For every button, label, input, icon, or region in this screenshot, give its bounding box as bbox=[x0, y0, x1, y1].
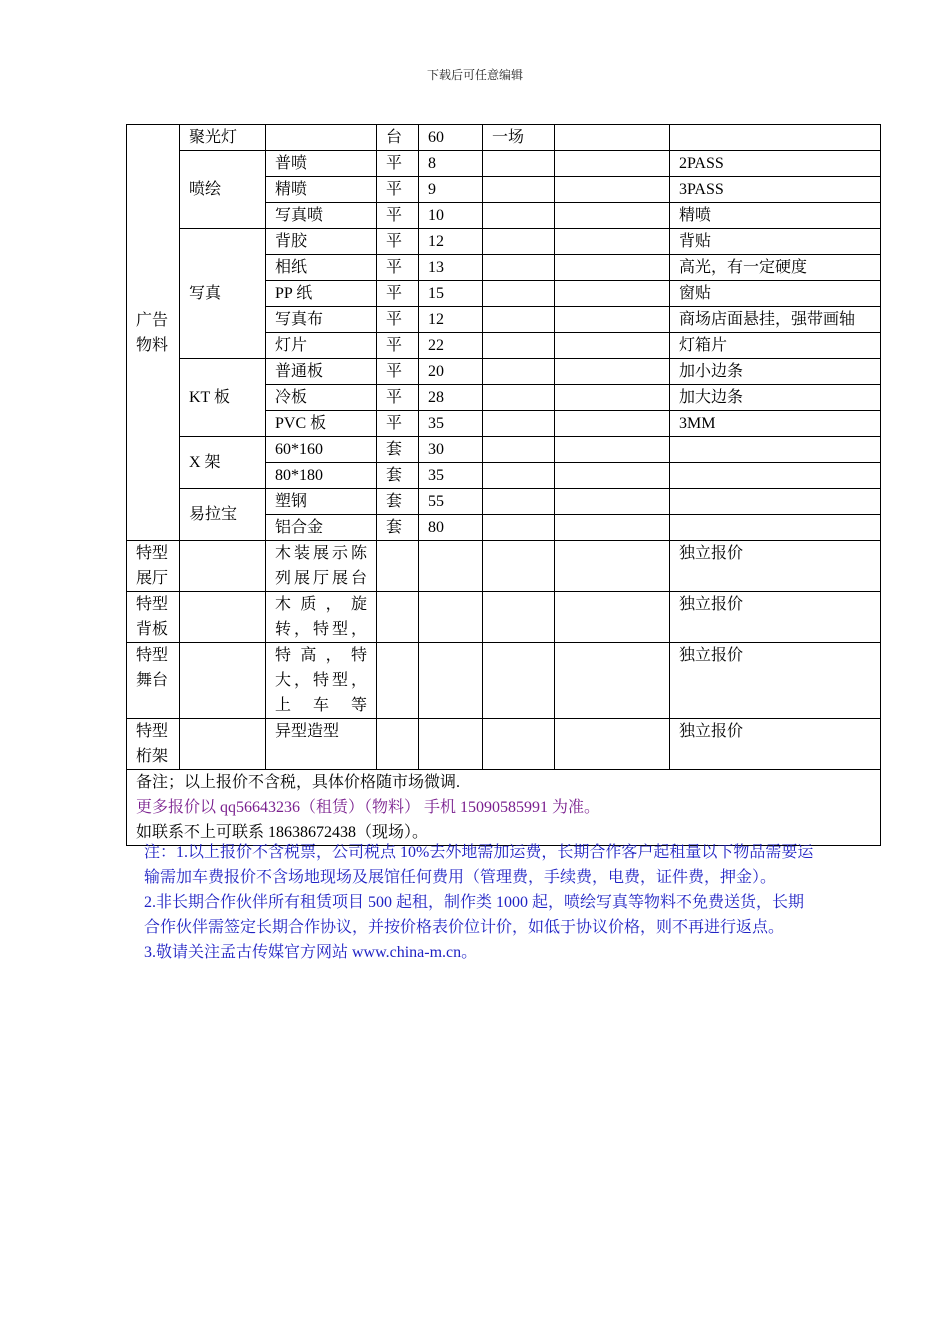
item-unit: 平 bbox=[377, 229, 419, 255]
item-note bbox=[670, 125, 881, 151]
item-per bbox=[483, 255, 555, 281]
remark-line: 备注；以上报价不含税，具体价格随市场微调. bbox=[136, 774, 461, 791]
item-spec bbox=[266, 125, 377, 151]
item-spec: PVC 板 bbox=[266, 411, 377, 437]
special-blank bbox=[419, 643, 483, 719]
backup-contact-line: 如联系不上可联系 18638672438（现场）。 bbox=[136, 824, 429, 841]
special-row bbox=[127, 592, 881, 643]
table-row bbox=[127, 489, 881, 515]
item-spec: 写真布 bbox=[266, 307, 377, 333]
item-blank bbox=[555, 229, 670, 255]
item-spec: 灯片 bbox=[266, 333, 377, 359]
item-note bbox=[670, 515, 881, 541]
item-note: 加大边条 bbox=[670, 385, 881, 411]
item-price: 12 bbox=[419, 229, 483, 255]
item-per bbox=[483, 177, 555, 203]
item-spec: 普通板 bbox=[266, 359, 377, 385]
item-per bbox=[483, 437, 555, 463]
item-per bbox=[483, 333, 555, 359]
item-blank bbox=[555, 359, 670, 385]
item-note: 3MM bbox=[670, 411, 881, 437]
notes-section bbox=[144, 840, 814, 965]
item-spec: 冷板 bbox=[266, 385, 377, 411]
subgroup-label: KT 板 bbox=[180, 359, 266, 437]
note-1: 注：1.以上报价不含税票，公司税点 10%去外地需加运费，长期合作客户起租量以下物品需要运输需加车费报价不含场地现场及展馆任何费用（管理费，手续费，电费，证件费，押金）。 bbox=[144, 844, 814, 886]
item-price: 9 bbox=[419, 177, 483, 203]
item-unit: 平 bbox=[377, 281, 419, 307]
item-spec: 背胶 bbox=[266, 229, 377, 255]
item-spec: 塑钢 bbox=[266, 489, 377, 515]
item-price: 35 bbox=[419, 463, 483, 489]
item-blank bbox=[555, 489, 670, 515]
item-price: 15 bbox=[419, 281, 483, 307]
item-spec: 相纸 bbox=[266, 255, 377, 281]
item-price: 8 bbox=[419, 151, 483, 177]
special-blank bbox=[377, 719, 419, 770]
item-note: 灯箱片 bbox=[670, 333, 881, 359]
item-blank bbox=[555, 177, 670, 203]
special-blank bbox=[377, 592, 419, 643]
item-unit: 套 bbox=[377, 489, 419, 515]
item-unit: 台 bbox=[377, 125, 419, 151]
item-spec: 写真喷 bbox=[266, 203, 377, 229]
item-blank bbox=[555, 463, 670, 489]
special-blank bbox=[180, 592, 266, 643]
note-3: 3.敬请关注孟古传媒官方网站 www.china-m.cn。 bbox=[144, 944, 478, 961]
item-price: 60 bbox=[419, 125, 483, 151]
special-note: 独立报价 bbox=[670, 643, 881, 719]
special-desc: 异型造型 bbox=[266, 719, 377, 770]
item-unit: 平 bbox=[377, 255, 419, 281]
footer-row bbox=[127, 770, 881, 846]
item-unit: 平 bbox=[377, 307, 419, 333]
item-spec: PP 纸 bbox=[266, 281, 377, 307]
item-note: 窗贴 bbox=[670, 281, 881, 307]
item-per bbox=[483, 281, 555, 307]
special-blank bbox=[180, 643, 266, 719]
item-per bbox=[483, 151, 555, 177]
special-note: 独立报价 bbox=[670, 541, 881, 592]
item-price: 20 bbox=[419, 359, 483, 385]
item-price: 22 bbox=[419, 333, 483, 359]
item-spec: 精喷 bbox=[266, 177, 377, 203]
special-desc: 木质，旋转，特型， bbox=[266, 592, 377, 643]
item-blank bbox=[555, 515, 670, 541]
special-blank bbox=[483, 719, 555, 770]
special-blank bbox=[180, 541, 266, 592]
item-note: 3PASS bbox=[670, 177, 881, 203]
item-name: 聚光灯 bbox=[180, 125, 266, 151]
item-unit: 平 bbox=[377, 385, 419, 411]
item-blank bbox=[555, 203, 670, 229]
item-spec: 铝合金 bbox=[266, 515, 377, 541]
special-row bbox=[127, 643, 881, 719]
item-per bbox=[483, 411, 555, 437]
special-blank bbox=[483, 592, 555, 643]
item-blank bbox=[555, 437, 670, 463]
special-category: 特型舞台 bbox=[127, 643, 180, 719]
item-per bbox=[483, 307, 555, 333]
item-blank bbox=[555, 125, 670, 151]
table-row bbox=[127, 437, 881, 463]
table-row bbox=[127, 151, 881, 177]
item-per bbox=[483, 385, 555, 411]
item-note bbox=[670, 489, 881, 515]
item-per bbox=[483, 463, 555, 489]
special-note: 独立报价 bbox=[670, 592, 881, 643]
item-unit: 平 bbox=[377, 177, 419, 203]
item-price: 28 bbox=[419, 385, 483, 411]
item-blank bbox=[555, 333, 670, 359]
item-blank bbox=[555, 151, 670, 177]
special-blank bbox=[419, 592, 483, 643]
item-per bbox=[483, 359, 555, 385]
special-row bbox=[127, 541, 881, 592]
item-note: 加小边条 bbox=[670, 359, 881, 385]
item-blank bbox=[555, 281, 670, 307]
item-note bbox=[670, 463, 881, 489]
special-blank bbox=[419, 719, 483, 770]
special-note: 独立报价 bbox=[670, 719, 881, 770]
item-blank bbox=[555, 385, 670, 411]
item-blank bbox=[555, 255, 670, 281]
item-note bbox=[670, 437, 881, 463]
special-blank bbox=[180, 719, 266, 770]
special-blank bbox=[555, 643, 670, 719]
item-note: 高光，有一定硬度 bbox=[670, 255, 881, 281]
special-blank bbox=[555, 592, 670, 643]
item-price: 55 bbox=[419, 489, 483, 515]
contact-line: 更多报价以 qq56643236（租赁）（物料） 手机 15090585991 为准。 bbox=[136, 799, 601, 816]
special-desc: 特高，特大，特型，上车等 bbox=[266, 643, 377, 719]
item-price: 30 bbox=[419, 437, 483, 463]
item-unit: 平 bbox=[377, 359, 419, 385]
special-blank bbox=[483, 541, 555, 592]
item-unit: 平 bbox=[377, 411, 419, 437]
item-blank bbox=[555, 411, 670, 437]
note-2: 2.非长期合作伙伴所有租赁项目 500 起租，制作类 1000 起，喷绘写真等物料不免费送货，长期合作伙伴需签定长期合作协议，并按价格表价位计价，如低于协议价格，则不再进行返点。 bbox=[144, 894, 805, 936]
subgroup-label: X 架 bbox=[180, 437, 266, 489]
item-unit: 套 bbox=[377, 515, 419, 541]
table-row bbox=[127, 359, 881, 385]
item-spec: 60*160 bbox=[266, 437, 377, 463]
table-row bbox=[127, 125, 881, 151]
item-note: 2PASS bbox=[670, 151, 881, 177]
item-per bbox=[483, 489, 555, 515]
item-blank bbox=[555, 307, 670, 333]
item-note: 背贴 bbox=[670, 229, 881, 255]
item-unit: 平 bbox=[377, 151, 419, 177]
item-note: 商场店面悬挂，强带画轴 bbox=[670, 307, 881, 333]
special-category: 特型背板 bbox=[127, 592, 180, 643]
subgroup-label: 写真 bbox=[180, 229, 266, 359]
item-unit: 平 bbox=[377, 333, 419, 359]
special-category: 特型桁架 bbox=[127, 719, 180, 770]
subgroup-label: 易拉宝 bbox=[180, 489, 266, 541]
item-per bbox=[483, 203, 555, 229]
item-per: 一场 bbox=[483, 125, 555, 151]
item-per bbox=[483, 229, 555, 255]
special-blank bbox=[483, 643, 555, 719]
item-unit: 套 bbox=[377, 463, 419, 489]
item-note: 精喷 bbox=[670, 203, 881, 229]
special-blank bbox=[555, 541, 670, 592]
item-spec: 80*180 bbox=[266, 463, 377, 489]
item-price: 12 bbox=[419, 307, 483, 333]
item-price: 35 bbox=[419, 411, 483, 437]
special-blank bbox=[377, 541, 419, 592]
subgroup-label: 喷绘 bbox=[180, 151, 266, 229]
item-price: 80 bbox=[419, 515, 483, 541]
group-label: 广告物料 bbox=[127, 125, 180, 541]
price-table bbox=[126, 124, 881, 846]
special-blank bbox=[377, 643, 419, 719]
special-category: 特型展厅 bbox=[127, 541, 180, 592]
table-row bbox=[127, 229, 881, 255]
special-blank bbox=[555, 719, 670, 770]
item-price: 13 bbox=[419, 255, 483, 281]
item-unit: 平 bbox=[377, 203, 419, 229]
table-footer bbox=[127, 770, 881, 846]
special-row bbox=[127, 719, 881, 770]
item-price: 10 bbox=[419, 203, 483, 229]
item-spec: 普喷 bbox=[266, 151, 377, 177]
item-unit: 套 bbox=[377, 437, 419, 463]
item-per bbox=[483, 515, 555, 541]
special-desc: 木装展示陈列展厅展台 bbox=[266, 541, 377, 592]
page-header: 下载后可任意编辑 bbox=[426, 68, 523, 82]
special-blank bbox=[419, 541, 483, 592]
